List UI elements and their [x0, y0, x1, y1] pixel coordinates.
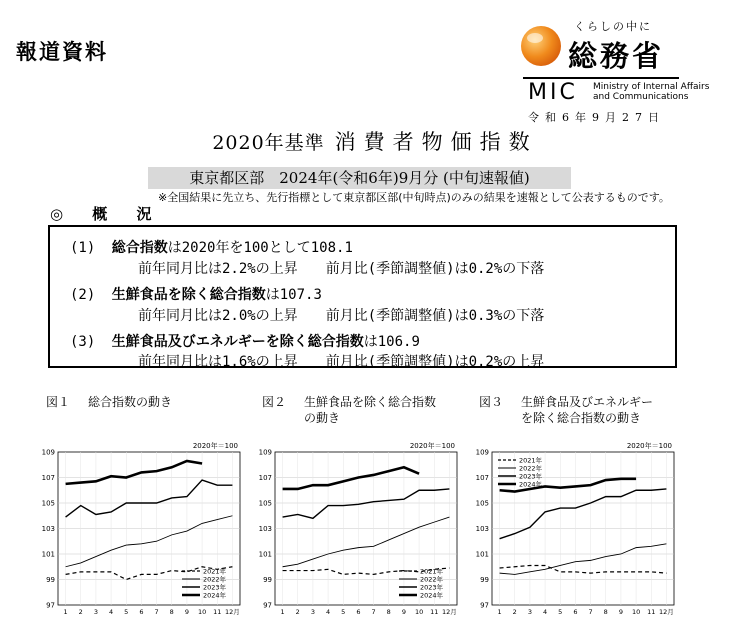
y-tick-label: 99: [480, 576, 489, 584]
x-tick-label: 3: [93, 608, 98, 616]
chart-base-note: 2020年＝100: [409, 442, 455, 450]
overview-box: [48, 225, 677, 368]
x-tick-label: 10: [414, 608, 424, 616]
y-tick-label: 97: [480, 601, 489, 610]
series-line-2024年: [283, 467, 419, 489]
subtitle-band: [148, 167, 571, 189]
legend-label: 2023年: [519, 472, 543, 481]
x-tick-label: 4: [109, 608, 114, 616]
ministry-logo-icon: [519, 24, 563, 68]
figure-caption-line2: を除く総合指数の動き: [521, 411, 642, 425]
figure-caption-line1: 生鮮食品及びエネルギー: [521, 395, 654, 409]
legend-label: 2021年: [420, 567, 444, 576]
x-tick-label: 11: [430, 608, 439, 616]
figure-3-caption: [479, 394, 653, 426]
x-tick-label: 1: [63, 608, 68, 616]
page-title: [0, 126, 750, 156]
legend-label: 2023年: [420, 583, 444, 592]
chart-base-note: 2020年＝100: [626, 442, 672, 450]
item-number: (2): [70, 287, 96, 303]
legend-label: 2024年: [519, 480, 543, 489]
figure-number: 図３: [479, 395, 504, 409]
y-tick-label: 107: [258, 474, 272, 482]
figure-1-caption: [46, 394, 172, 410]
x-tick-label: 11: [647, 608, 656, 616]
mic-subtitle: [593, 82, 709, 102]
item-value: は107.3: [265, 287, 322, 303]
x-tick-label: 5: [341, 608, 346, 616]
release-date: 令和6年9月27日: [528, 111, 665, 124]
item-yoy: 前年同月比は2.0%の上昇: [138, 308, 298, 324]
y-tick-label: 107: [475, 474, 489, 482]
item-yoy: 前年同月比は2.2%の上昇: [138, 261, 298, 277]
x-tick-label: 7: [371, 608, 376, 616]
x-tick-label: 9: [401, 608, 406, 616]
y-tick-label: 109: [475, 448, 489, 457]
x-tick-label: 1: [280, 608, 285, 616]
series-line-2023年: [500, 489, 667, 539]
subtitle-band-text: 東京都区部 2024年(令和6年)9月分 (中旬速報値): [189, 169, 530, 187]
series-line-2022年: [283, 517, 450, 567]
legend-label: 2022年: [203, 575, 227, 584]
x-tick-label: 3: [527, 608, 532, 616]
item-mom: 前月比(季節調整値)は0.2%の上昇: [325, 354, 545, 370]
logo-name: 総務省: [568, 39, 665, 73]
x-tick-label: 8: [603, 608, 608, 616]
y-tick-label: 97: [46, 601, 55, 610]
x-tick-label: 2: [78, 608, 83, 616]
subtitle-note: ※全国結果に先立ち、先行指標として東京都区部(中旬時点)のみの結果を速報として公表するものです。: [158, 191, 670, 204]
figure-number: 図１: [46, 395, 71, 409]
x-tick-label: 6: [356, 608, 361, 616]
title-base: 2020年基準: [212, 132, 325, 154]
y-tick-label: 101: [41, 550, 55, 559]
series-line-2023年: [66, 480, 233, 517]
y-tick-label: 109: [41, 448, 55, 457]
figure-caption-line1: 総合指数の動き: [88, 395, 173, 409]
x-tick-label: 10: [197, 608, 207, 616]
mic-subtitle-line2: and Communications: [593, 92, 689, 102]
y-tick-label: 109: [258, 448, 272, 457]
x-tick-label: 9: [184, 608, 189, 616]
x-tick-label: 12月: [225, 608, 240, 616]
item-index-name: 生鮮食品及びエネルギーを除く総合指数: [111, 334, 364, 350]
overview-item-1: [70, 237, 353, 257]
x-tick-label: 9: [618, 608, 623, 616]
x-tick-label: 11: [213, 608, 222, 616]
press-release-label: 報道資料: [16, 40, 108, 64]
x-tick-label: 5: [124, 608, 129, 616]
series-line-2022年: [66, 516, 233, 567]
header-rule: [523, 77, 679, 79]
series-line-2022年: [500, 544, 667, 575]
x-tick-label: 6: [573, 608, 578, 616]
legend-label: 2021年: [519, 456, 543, 465]
item-value: は2020年を100として108.1: [167, 240, 353, 256]
legend-label: 2022年: [519, 464, 543, 473]
item-index-name: 生鮮食品を除く総合指数: [111, 287, 266, 303]
overview-item-2: [70, 284, 322, 304]
overview-item-3-detail: [138, 351, 544, 371]
legend-label: 2021年: [203, 567, 227, 576]
x-tick-label: 8: [169, 608, 174, 616]
item-mom: 前月比(季節調整値)は0.2%の下落: [325, 261, 545, 277]
overview-item-1-detail: [138, 258, 544, 278]
y-tick-label: 99: [263, 576, 272, 584]
y-tick-label: 107: [41, 474, 55, 482]
chart-3-core-core-index: [474, 438, 680, 618]
x-tick-label: 7: [154, 608, 159, 616]
item-mom: 前月比(季節調整値)は0.3%の下落: [325, 308, 545, 324]
legend-label: 2022年: [420, 575, 444, 584]
logo-tagline: くらしの中に: [574, 20, 652, 33]
y-tick-label: 103: [475, 525, 489, 533]
chart-2-core-index: [257, 438, 463, 618]
y-tick-label: 105: [41, 499, 55, 508]
item-number: (3): [70, 334, 96, 350]
figure-number: 図２: [262, 395, 287, 409]
overview-item-3: [70, 331, 420, 351]
x-tick-label: 10: [631, 608, 641, 616]
x-tick-label: 5: [558, 608, 563, 616]
title-main: 消費者物価指数: [334, 130, 538, 154]
x-tick-label: 8: [386, 608, 391, 616]
item-yoy: 前年同月比は1.6%の上昇: [138, 354, 298, 370]
overview-item-2-detail: [138, 305, 544, 325]
series-line-2024年: [66, 461, 203, 484]
x-tick-label: 6: [139, 608, 144, 616]
x-tick-label: 4: [326, 608, 331, 616]
item-number: (1): [70, 240, 96, 256]
y-tick-label: 105: [258, 499, 272, 508]
figure-caption-line1: 生鮮食品を除く総合指数: [304, 395, 437, 409]
x-tick-label: 2: [295, 608, 300, 616]
mic-logo-text: MIC: [528, 80, 578, 105]
y-tick-label: 101: [475, 550, 489, 559]
x-tick-label: 4: [543, 608, 548, 616]
x-tick-label: 3: [310, 608, 315, 616]
legend-label: 2023年: [203, 583, 227, 592]
series-line-2021年: [500, 565, 667, 573]
figure-caption-line2: の動き: [304, 411, 341, 425]
x-tick-label: 2: [512, 608, 517, 616]
x-tick-label: 1: [497, 608, 502, 616]
x-tick-label: 12月: [659, 608, 674, 616]
chart-1-total-index: [40, 438, 246, 618]
item-index-name: 総合指数: [111, 240, 168, 256]
mic-subtitle-line1: Ministry of Internal Affairs: [593, 82, 710, 92]
legend-label: 2024年: [203, 591, 227, 600]
y-tick-label: 103: [41, 525, 55, 533]
overview-heading: ◎ 概 況: [50, 205, 164, 223]
y-tick-label: 97: [263, 601, 272, 610]
x-tick-label: 12月: [442, 608, 457, 616]
legend-label: 2024年: [420, 591, 444, 600]
x-tick-label: 7: [588, 608, 593, 616]
y-tick-label: 99: [46, 576, 55, 584]
item-value: は106.9: [363, 334, 420, 350]
y-tick-label: 101: [258, 550, 272, 559]
series-line-2023年: [283, 489, 450, 518]
y-tick-label: 105: [475, 499, 489, 508]
chart-base-note: 2020年＝100: [192, 442, 238, 450]
figure-2-caption: [262, 394, 436, 426]
y-tick-label: 103: [258, 525, 272, 533]
